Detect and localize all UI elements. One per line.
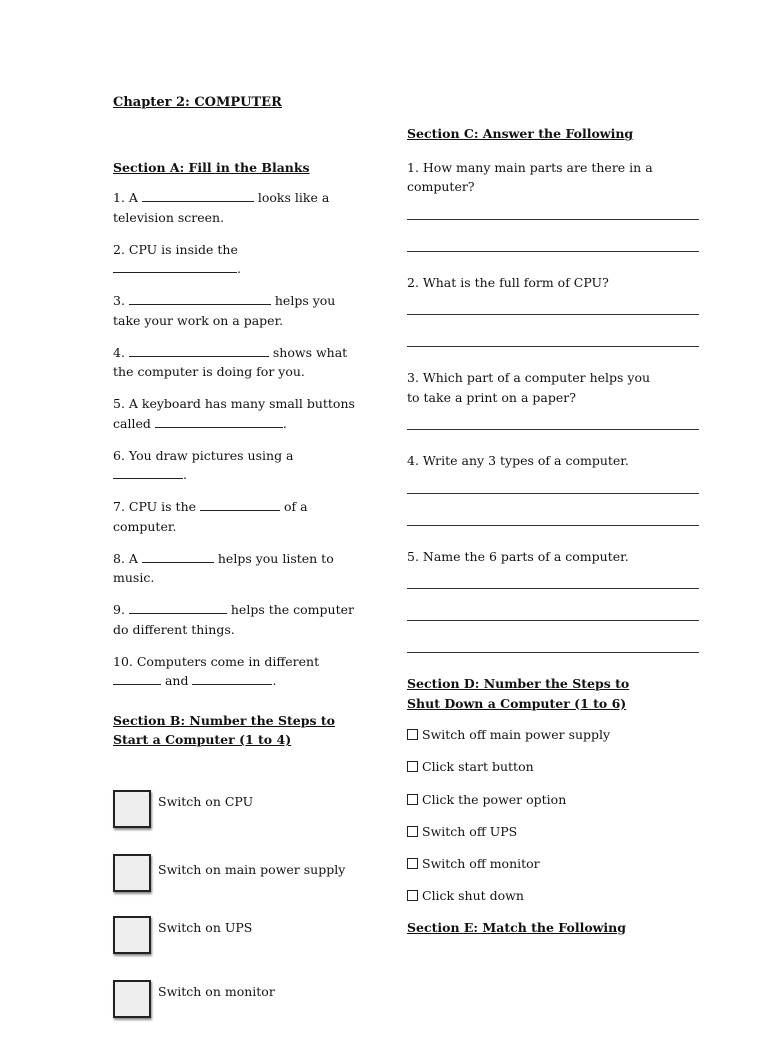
right-column [407,124,701,948]
start-step-row [113,854,365,892]
step-number-box[interactable] [113,980,151,1018]
shutdown-step-item: Switch off main power supply [407,725,701,745]
section-b-heading: Section B: Number the Steps to Start a Computer (1 to 4) [113,712,335,747]
fill-blank-item: 9. helps the computer do different things. [113,602,354,637]
shutdown-step-item: Switch off monitor [407,854,701,874]
blank-line[interactable] [113,466,183,479]
step-label: Switch on main power supply [158,861,346,877]
blank-line[interactable] [129,601,227,614]
shutdown-step-item: Click shut down [407,886,701,906]
question-text: 2. What is the full form of CPU? [407,274,609,290]
fill-blank-item: 6. You draw pictures using a . [113,447,294,482]
section-a-list [113,188,365,691]
checkbox-icon[interactable] [407,826,418,837]
fill-blank-item: 4. shows what the computer is doing for you. [113,344,348,379]
shutdown-step-item: Click start button [407,757,701,777]
checkbox-icon[interactable] [407,729,418,740]
section-a-heading: Section A: Fill in the Blanks [113,159,310,175]
start-step-row [113,916,365,954]
fill-blank-item: 5. A keyboard has many small buttons called . [113,396,355,431]
left-column [113,93,365,1044]
fill-blank-item: 7. CPU is the of a computer. [113,499,308,534]
fill-blank-item: 2. CPU is inside the . [113,241,241,276]
checkbox-icon[interactable] [407,761,418,772]
checkbox-icon[interactable] [407,794,418,805]
blank-line[interactable] [155,415,283,428]
checkbox-icon[interactable] [407,858,418,869]
blank-line[interactable] [200,498,280,511]
step-number-box[interactable] [113,790,151,828]
blank-line[interactable] [113,672,161,685]
blank-line[interactable] [129,344,269,357]
fill-blank-item: 3. helps you take your work on a paper. [113,293,336,328]
fill-blank-item: 8. A helps you listen to music. [113,550,334,585]
step-label: Switch on monitor [158,983,275,999]
start-step-row [113,980,365,1018]
start-step-row [113,790,365,828]
blank-line[interactable] [142,189,254,202]
blank-line[interactable] [142,550,214,563]
question-text: 3. Which part of a computer helps you to take a print on a paper? [407,370,651,405]
step-number-box[interactable] [113,854,151,892]
section-d-list [407,725,701,906]
question-text: 1. How many main parts are there in a computer? [407,159,653,194]
shutdown-step-item: Switch off UPS [407,822,701,842]
question-text: 4. Write any 3 types of a computer. [407,453,629,468]
blank-line[interactable] [129,292,271,305]
page-title: Chapter 2: COMPUTER [113,95,282,110]
question-text: 5. Name the 6 parts of a computer. [407,548,629,564]
section-d-heading: Section D: Number the Steps to Shut Down a Computer (1 to 6) [407,676,630,711]
fill-blank-item: 10. Computers come in different and . [113,653,320,688]
blank-line[interactable] [192,672,272,685]
blank-line[interactable] [113,260,237,273]
section-e-heading: Section E: Match the Following [407,919,627,935]
section-c-heading: Section C: Answer the Following [407,126,634,141]
section-b-steps [113,790,365,1018]
fill-blank-item: 1. A looks like a television screen. [113,190,330,225]
step-label: Switch on CPU [158,793,254,809]
checkbox-icon[interactable] [407,890,418,901]
step-number-box[interactable] [113,916,151,954]
step-label: Switch on UPS [158,919,253,935]
shutdown-step-item: Click the power option [407,790,701,810]
